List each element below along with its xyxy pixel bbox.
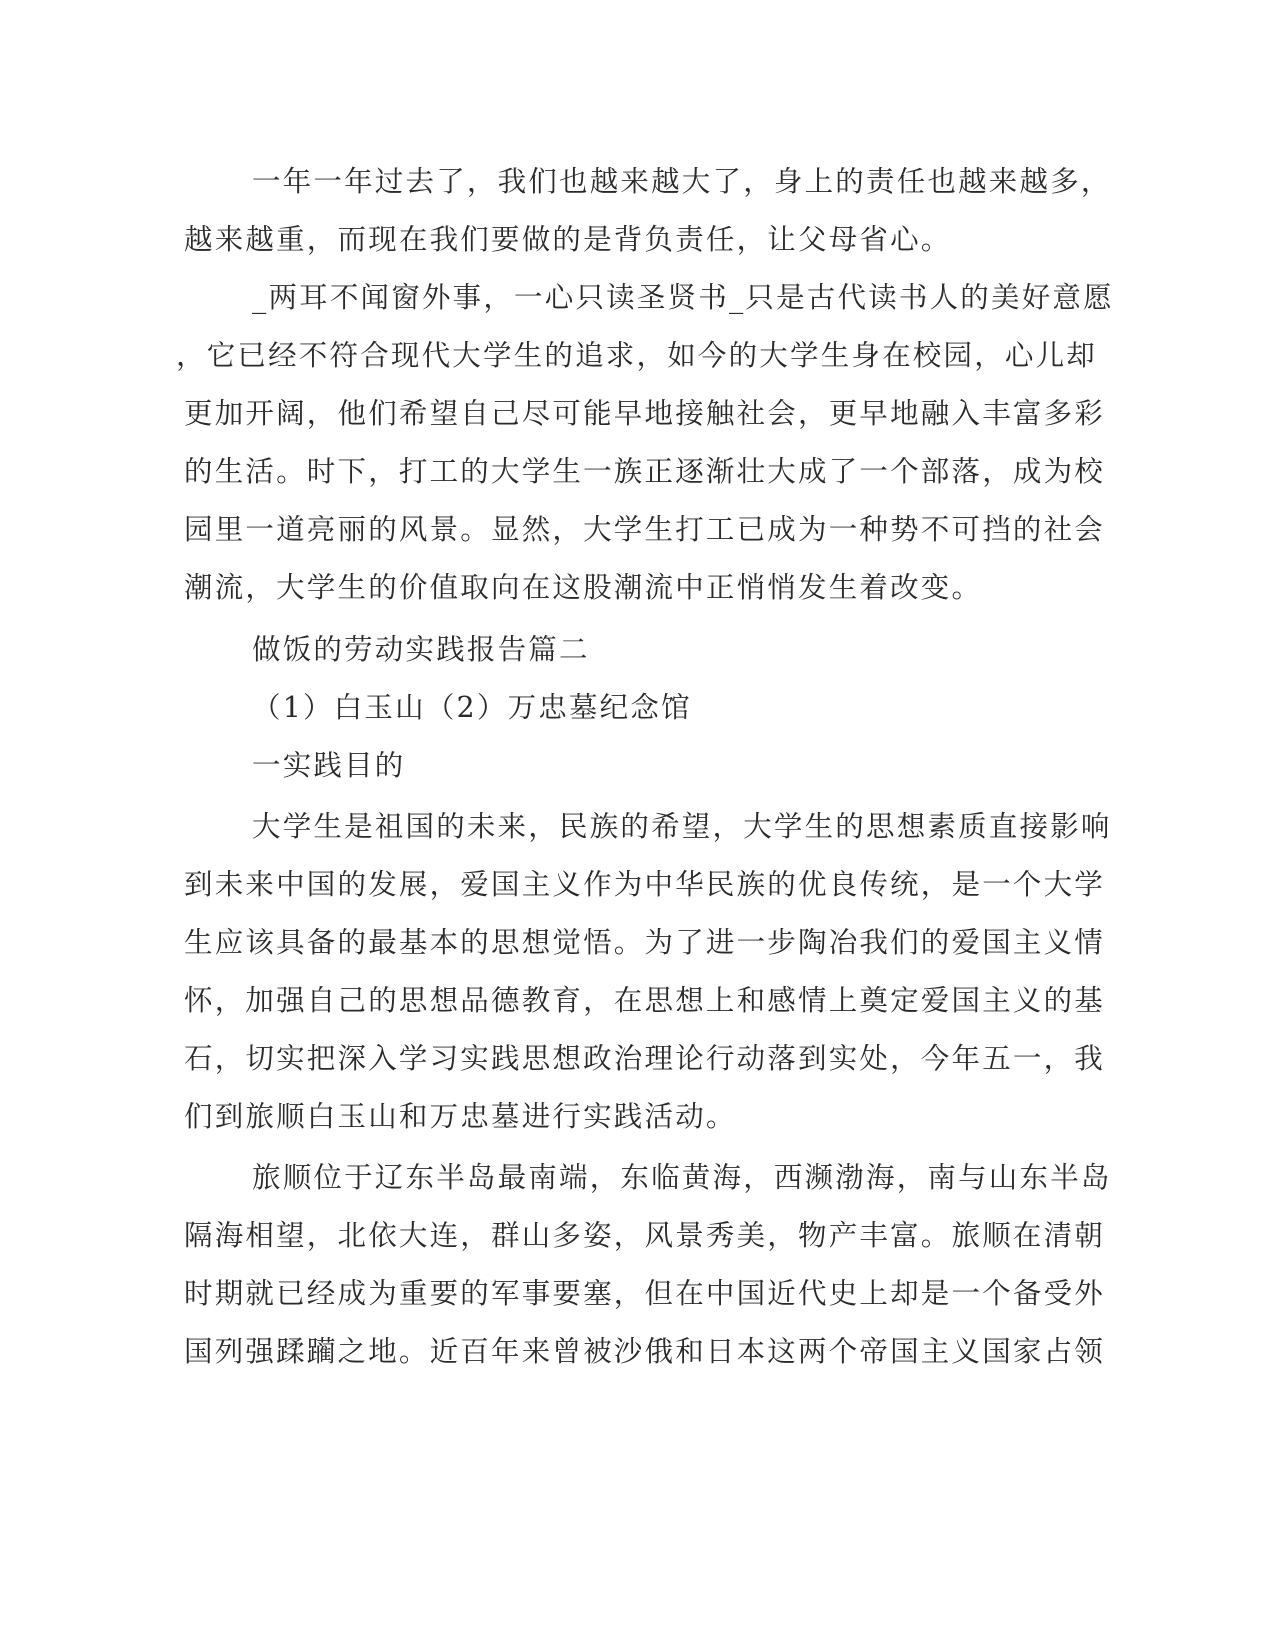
text-line: 石，切实把深入学习实践思想政治理论行动落到实处，今年五一，我 [184, 1042, 1106, 1075]
text-line: 时期就已经成为重要的军事要塞，但在中国近代史上却是一个备受外 [184, 1277, 1106, 1310]
text-line: ，它已经不符合现代大学生的追求，如今的大学生身在校园，心儿却 [176, 339, 1098, 372]
text-line: 怀，加强自己的思想品德教育，在思想上和感情上奠定爱国主义的基 [184, 984, 1106, 1017]
text-line: 更加开阔，他们希望自己尽可能早地接触社会，更早地融入丰富多彩 [184, 397, 1106, 430]
text-line: 隔海相望，北依大连，群山多姿，风景秀美，物产丰富。旅顺在清朝 [184, 1219, 1106, 1252]
text-line: _两耳不闻窗外事，一心只读圣贤书_只是古代读书人的美好意愿 [252, 281, 1114, 314]
text-line: 大学生是祖国的未来，民族的希望，大学生的思想素质直接影响 [252, 810, 1112, 843]
text-line: 到未来中国的发展，爱国主义作为中华民族的优良传统，是一个大学 [184, 868, 1106, 901]
text-line: 潮流，大学生的价值取向在这股潮流中正悄悄发生着改变。 [184, 571, 983, 604]
text-line: 们到旅顺白玉山和万忠墓进行实践活动。 [184, 1100, 737, 1133]
text-line: 的生活。时下，打工的大学生一族正逐渐壮大成了一个部落，成为校 [184, 455, 1106, 488]
text-line: 国列强蹂躏之地。近百年来曾被沙俄和日本这两个帝国主义国家占领 [184, 1335, 1106, 1368]
text-line: 园里一道亮丽的风景。显然，大学生打工已成为一种势不可挡的社会 [184, 513, 1106, 546]
text-line: 生应该具备的最基本的思想觉悟。为了进一步陶冶我们的爱国主义情 [184, 926, 1106, 959]
subheading: 一实践目的 [252, 749, 406, 782]
text-line: 越来越重，而现在我们要做的是背负责任，让父母省心。 [184, 223, 952, 256]
section-heading: 做饭的劳动实践报告篇二 [252, 633, 590, 666]
text-line: 旅顺位于辽东半岛最南端，东临黄海，西濒渤海，南与山东半岛 [252, 1161, 1112, 1194]
text-line: （1）白玉山（2）万忠墓纪念馆 [252, 691, 692, 724]
text-line: 一年一年过去了，我们也越来越大了，身上的责任也越来越多， [252, 165, 1112, 198]
